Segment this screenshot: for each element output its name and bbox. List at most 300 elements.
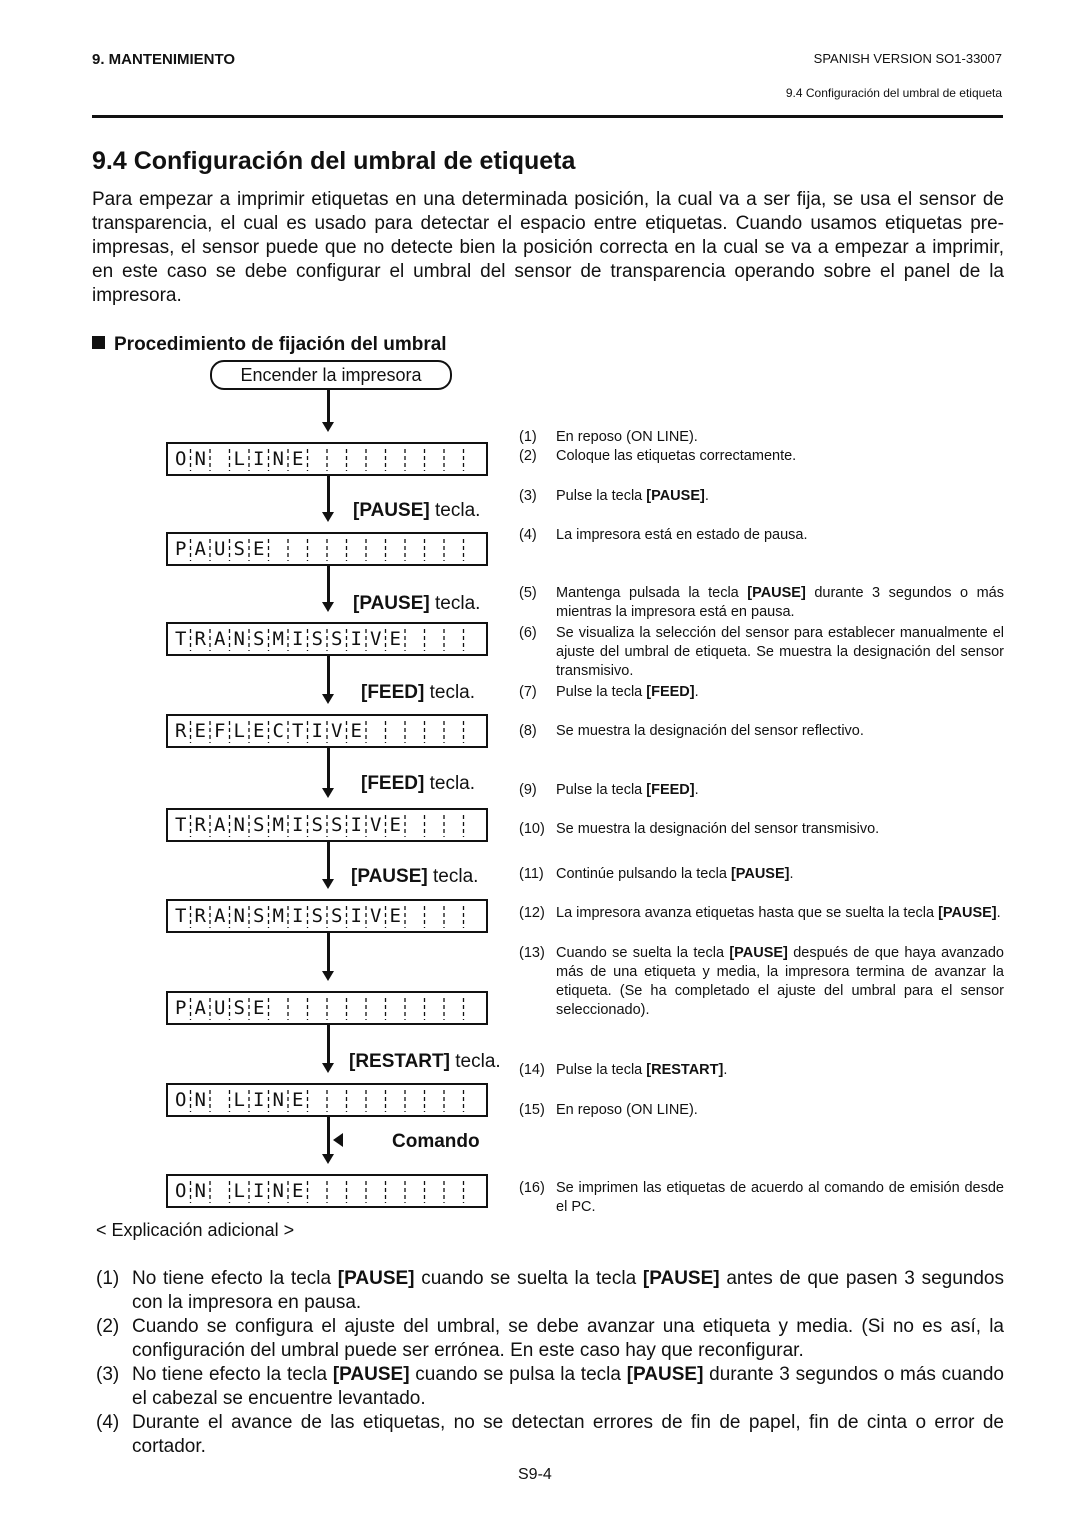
lcd-char — [366, 1176, 386, 1206]
step-key: [FEED] — [646, 684, 695, 700]
lcd-char: N — [194, 1089, 206, 1111]
lcd-text — [171, 810, 483, 840]
lcd-display — [166, 899, 488, 933]
lcd-text — [171, 901, 483, 931]
step-item — [519, 1179, 1004, 1217]
flow-connector-line — [327, 656, 330, 696]
step-text-part: Pulse la tecla — [556, 488, 647, 504]
lcd-char: I — [253, 1180, 265, 1202]
square-bullet-icon — [92, 336, 105, 349]
lcd-char: E — [292, 1180, 304, 1202]
step-key: [FEED] — [646, 782, 695, 798]
key-word: tecla. — [429, 500, 481, 521]
lcd-text — [171, 624, 483, 654]
step-text-part: . — [723, 1062, 728, 1078]
lcd-char — [386, 534, 406, 564]
lcd-char: I — [292, 905, 304, 927]
lcd-char — [464, 534, 484, 564]
step-number: (8) — [519, 723, 537, 739]
lcd-text — [171, 716, 483, 746]
lcd-char: T — [175, 814, 187, 836]
lcd-char: S — [331, 905, 343, 927]
lcd-char — [444, 444, 464, 474]
flow-connector-line — [327, 388, 330, 424]
command-label: Comando — [392, 1131, 480, 1152]
lcd-char — [444, 901, 464, 931]
flow-connector-line — [327, 933, 330, 973]
lcd-char: E — [253, 538, 265, 560]
lcd-char: A — [214, 814, 226, 836]
page-title: 9.4 Configuración del umbral de etiqueta — [92, 147, 576, 175]
lcd-char — [308, 1176, 328, 1206]
lcd-char — [464, 716, 484, 746]
lcd-char: S — [253, 814, 265, 836]
lcd-char — [366, 534, 386, 564]
step-number: (1) — [519, 429, 537, 445]
lcd-display — [166, 1083, 488, 1117]
lcd-char: N — [233, 905, 245, 927]
key-name: [RESTART] — [349, 1051, 450, 1072]
start-step-pill: Encender la impresora — [210, 360, 452, 390]
lcd-char: A — [214, 628, 226, 650]
step-text — [556, 781, 1004, 800]
lcd-char: C — [272, 720, 284, 742]
lcd-char — [405, 534, 425, 564]
lcd-char: V — [331, 720, 343, 742]
note-key: [PAUSE] — [332, 1364, 410, 1385]
step-text: La impresora está en estado de pausa. — [556, 527, 808, 543]
lcd-char: I — [292, 628, 304, 650]
lcd-char: N — [272, 1089, 284, 1111]
step-text — [556, 944, 1004, 1020]
step-number: (12) — [519, 905, 545, 921]
flow-connector-line — [327, 1117, 330, 1156]
lcd-char: O — [175, 1089, 187, 1111]
lcd-char — [327, 534, 347, 564]
lcd-char — [464, 810, 484, 840]
lcd-display — [166, 532, 488, 566]
lcd-char: P — [175, 538, 187, 560]
lcd-char — [425, 534, 445, 564]
lcd-char: R — [175, 720, 187, 742]
note-item — [96, 1315, 1004, 1363]
lcd-char: M — [272, 905, 284, 927]
lcd-char — [405, 716, 425, 746]
subsection-label: 9.4 Configuración del umbral de etiqueta — [785, 86, 1002, 100]
lcd-char: S — [253, 628, 265, 650]
key-word: tecla. — [429, 593, 481, 614]
step-number: (16) — [519, 1180, 545, 1196]
lcd-char — [269, 993, 289, 1023]
step-key: [PAUSE] — [938, 905, 997, 921]
step-text-part: Continúe pulsando la tecla — [556, 866, 731, 882]
lcd-char — [425, 810, 445, 840]
step-number: (15) — [519, 1102, 545, 1118]
lcd-char — [444, 624, 464, 654]
key-word: tecla. — [427, 866, 479, 887]
lcd-char: V — [370, 814, 382, 836]
lcd-char: S — [331, 814, 343, 836]
step-number: (14) — [519, 1062, 545, 1078]
lcd-text — [171, 1176, 483, 1206]
flow-connector-line — [327, 842, 330, 881]
step-item — [519, 624, 1004, 681]
lcd-char: A — [194, 997, 206, 1019]
lcd-char — [444, 1085, 464, 1115]
arrow-down-icon — [322, 971, 334, 981]
lcd-char: T — [175, 628, 187, 650]
lcd-char: S — [233, 997, 245, 1019]
lcd-char: I — [350, 628, 362, 650]
note-text-part: Cuando se configura el ajuste del umbral, se debe avanzar una etiqueta y media. (Si no es así, la configuración del umbral puede ser errónea. En este caso hay que reconfigurar. — [132, 1316, 1004, 1361]
note-text-part: No tiene efecto la tecla — [132, 1364, 333, 1385]
lcd-char — [444, 716, 464, 746]
step-item — [519, 487, 1004, 506]
flow-connector-line — [327, 748, 330, 790]
command-arrow-icon — [333, 1133, 343, 1147]
lcd-char: U — [214, 538, 226, 560]
lcd-display — [166, 442, 488, 476]
flow-connector-line — [327, 566, 330, 604]
procedure-heading-text: Procedimiento de fijación del umbral — [114, 334, 447, 355]
step-key: [RESTART] — [646, 1062, 724, 1078]
arrow-down-icon — [322, 879, 334, 889]
lcd-char — [405, 444, 425, 474]
lcd-char: V — [370, 628, 382, 650]
lcd-char: N — [272, 448, 284, 470]
lcd-char: I — [350, 814, 362, 836]
lcd-char — [308, 444, 328, 474]
key-press-label — [361, 682, 475, 704]
lcd-char: L — [233, 720, 245, 742]
lcd-char — [464, 444, 484, 474]
lcd-char — [444, 993, 464, 1023]
step-text-part: después de que haya avanzado más de una etiqueta y media, la impresora termina de avanzar la etiqueta. (Se ha completado el ajuste del umbral para el sensor seleccionado). — [556, 945, 1004, 1018]
note-text-part: cuando se suelta la tecla — [414, 1268, 643, 1289]
lcd-char — [464, 901, 484, 931]
key-name: [FEED] — [361, 682, 425, 703]
arrow-down-icon — [322, 694, 334, 704]
lcd-display — [166, 808, 488, 842]
intro-paragraph: Para empezar a imprimir etiquetas en una determinada posición, la cual va a ser fija, se usa el sensor de transparencia, el cual es usado para detectar el espacio entre etiquetas. Cuando usamos etiquetas pre-impresas, el sensor puede que no detecte bien la posición correcta en la cual se va a empezar a imprimir, en este caso se debe configurar el umbral del sensor de transparencia operando sobre el panel de la impresora. — [92, 189, 1004, 306]
lcd-char: F — [214, 720, 226, 742]
lcd-char — [308, 993, 328, 1023]
lcd-char: V — [370, 905, 382, 927]
note-text-part: cuando se pulsa la tecla — [409, 1364, 627, 1385]
lcd-char: M — [272, 814, 284, 836]
step-item — [519, 944, 1004, 1020]
step-item — [519, 584, 1004, 622]
note-text — [132, 1315, 1004, 1363]
lcd-char: S — [311, 905, 323, 927]
lcd-char: P — [175, 997, 187, 1019]
lcd-char: S — [311, 814, 323, 836]
lcd-char — [210, 1085, 230, 1115]
key-press-label — [351, 866, 478, 888]
lcd-char — [386, 444, 406, 474]
step-text-part: Mantenga pulsada la tecla — [556, 585, 748, 601]
step-item — [519, 447, 1004, 466]
flow-connector-line — [327, 476, 330, 514]
step-text-part: durante 3 segundos o más mientras la impresora está en pausa. — [556, 585, 1004, 620]
lcd-char: U — [214, 997, 226, 1019]
additional-explanation-heading: < Explicación adicional > — [96, 1220, 295, 1240]
note-text — [132, 1267, 1004, 1315]
lcd-char: T — [175, 905, 187, 927]
lcd-char: N — [272, 1180, 284, 1202]
procedure-heading — [92, 334, 447, 356]
lcd-display — [166, 714, 488, 748]
step-text-part: Pulse la tecla — [556, 1062, 647, 1078]
header-rule — [92, 115, 1003, 118]
lcd-char: N — [233, 814, 245, 836]
lcd-text — [171, 534, 483, 564]
arrow-down-icon — [322, 512, 334, 522]
note-text-part: No tiene efecto la tecla — [132, 1268, 338, 1289]
lcd-char — [425, 993, 445, 1023]
arrow-down-icon — [322, 1063, 334, 1073]
lcd-char: I — [311, 720, 323, 742]
lcd-char — [386, 1085, 406, 1115]
step-item — [519, 428, 1004, 447]
lcd-char: S — [331, 628, 343, 650]
step-text-part: . — [694, 684, 699, 700]
arrow-down-icon — [322, 788, 334, 798]
lcd-char — [405, 901, 425, 931]
step-text — [556, 683, 1004, 702]
step-text-part: Cuando se suelta la tecla — [556, 945, 730, 961]
lcd-char — [327, 1176, 347, 1206]
step-key: [PAUSE] — [646, 488, 705, 504]
arrow-down-icon — [322, 602, 334, 612]
lcd-char: E — [194, 720, 206, 742]
key-word: tecla. — [424, 773, 476, 794]
lcd-char: O — [175, 448, 187, 470]
lcd-char — [347, 1085, 367, 1115]
step-text-part: . — [996, 905, 1001, 921]
note-key: [PAUSE] — [626, 1364, 704, 1385]
lcd-char — [347, 444, 367, 474]
step-number: (5) — [519, 585, 537, 601]
lcd-char: O — [175, 1180, 187, 1202]
key-press-label — [361, 773, 475, 795]
lcd-char — [405, 993, 425, 1023]
lcd-char — [464, 1176, 484, 1206]
step-text: En reposo (ON LINE). — [556, 1102, 698, 1118]
lcd-char — [327, 444, 347, 474]
lcd-char: L — [233, 1180, 245, 1202]
lcd-char — [444, 534, 464, 564]
lcd-char: L — [233, 448, 245, 470]
step-text — [556, 865, 1004, 884]
lcd-char — [464, 993, 484, 1023]
key-press-label — [349, 1051, 501, 1073]
lcd-char — [308, 534, 328, 564]
lcd-char: L — [233, 1089, 245, 1111]
note-item — [96, 1411, 1004, 1459]
note-key: [PAUSE] — [642, 1268, 720, 1289]
step-number: (2) — [519, 448, 537, 464]
step-key: [PAUSE] — [747, 585, 806, 601]
step-text: Se muestra la designación del sensor transmisivo. — [556, 821, 880, 837]
lcd-char: E — [253, 997, 265, 1019]
lcd-char — [308, 1085, 328, 1115]
lcd-char — [366, 716, 386, 746]
lcd-char: S — [311, 628, 323, 650]
step-key: [PAUSE] — [729, 945, 788, 961]
lcd-char — [327, 1085, 347, 1115]
lcd-char — [444, 1176, 464, 1206]
lcd-char: R — [194, 905, 206, 927]
lcd-char — [464, 1085, 484, 1115]
step-text-part: Pulse la tecla — [556, 684, 647, 700]
version-label: SPANISH VERSION SO1-33007 — [813, 51, 1002, 66]
key-name: [FEED] — [361, 773, 425, 794]
lcd-char: E — [389, 814, 401, 836]
lcd-display — [166, 1174, 488, 1208]
lcd-char — [444, 810, 464, 840]
step-text — [556, 1061, 1004, 1080]
lcd-char: S — [233, 538, 245, 560]
note-text-part: antes de que pasen 3 segundos con la impresora en pausa. — [132, 1268, 1004, 1313]
step-item — [519, 1061, 1004, 1080]
step-number: (9) — [519, 782, 537, 798]
step-key: [PAUSE] — [730, 866, 790, 882]
lcd-char — [288, 534, 308, 564]
note-number: (4) — [96, 1412, 120, 1433]
lcd-char: M — [272, 628, 284, 650]
lcd-char — [425, 444, 445, 474]
key-press-label — [353, 500, 480, 522]
note-text — [132, 1363, 1004, 1411]
lcd-char: N — [194, 1180, 206, 1202]
lcd-text — [171, 1085, 483, 1115]
lcd-char: E — [292, 448, 304, 470]
note-item — [96, 1267, 1004, 1315]
step-number: (6) — [519, 625, 537, 641]
lcd-char: T — [292, 720, 304, 742]
lcd-char — [366, 1085, 386, 1115]
lcd-char: E — [292, 1089, 304, 1111]
lcd-display — [166, 622, 488, 656]
lcd-text — [171, 444, 483, 474]
step-text — [556, 904, 1004, 923]
note-number: (1) — [96, 1268, 120, 1289]
key-name: [PAUSE] — [353, 500, 430, 521]
lcd-char — [425, 716, 445, 746]
step-number: (10) — [519, 821, 545, 837]
lcd-char — [405, 1176, 425, 1206]
lcd-char: S — [253, 905, 265, 927]
lcd-char: A — [214, 905, 226, 927]
note-key: [PAUSE] — [337, 1268, 415, 1289]
lcd-char: E — [389, 905, 401, 927]
step-text-part: . — [704, 488, 709, 504]
lcd-char: R — [194, 628, 206, 650]
lcd-char — [425, 624, 445, 654]
lcd-char: I — [350, 905, 362, 927]
lcd-display — [166, 991, 488, 1025]
lcd-char: E — [253, 720, 265, 742]
lcd-char — [366, 993, 386, 1023]
step-text: Coloque las etiquetas correctamente. — [556, 448, 797, 464]
lcd-char — [210, 444, 230, 474]
lcd-char: A — [194, 538, 206, 560]
step-number: (4) — [519, 527, 537, 543]
lcd-char: N — [233, 628, 245, 650]
lcd-char: I — [253, 1089, 265, 1111]
step-item — [519, 781, 1004, 800]
step-item — [519, 722, 1004, 741]
step-item — [519, 526, 1004, 545]
step-text: Se visualiza la selección del sensor para establecer manualmente el ajuste del umbral de etiqueta. Se muestra la designación del sensor transmisivo. — [556, 625, 1004, 679]
key-name: [PAUSE] — [353, 593, 430, 614]
note-text-part: Durante el avance de las etiquetas, no se detectan errores de fin de papel, fin de cinta o error de cortador. — [132, 1412, 1004, 1457]
lcd-char — [269, 534, 289, 564]
lcd-char — [327, 993, 347, 1023]
lcd-char — [386, 1176, 406, 1206]
lcd-char: N — [194, 448, 206, 470]
arrow-down-icon — [322, 422, 334, 432]
step-text: Se imprimen las etiquetas de acuerdo al comando de emisión desde el PC. — [556, 1180, 1004, 1215]
step-item — [519, 904, 1004, 923]
step-item — [519, 820, 1004, 839]
lcd-char — [288, 993, 308, 1023]
note-text-part: durante 3 segundos o más cuando el cabezal se encuentre levantado. — [132, 1364, 1004, 1409]
section-header: 9. MANTENIMIENTO — [92, 51, 236, 68]
arrow-down-icon — [322, 1154, 334, 1164]
step-text-part: . — [789, 866, 794, 882]
note-text — [132, 1411, 1004, 1459]
lcd-text — [171, 993, 483, 1023]
step-text-part: La impresora avanza etiquetas hasta que se suelta la tecla — [556, 905, 939, 921]
lcd-char: E — [350, 720, 362, 742]
step-text-part: . — [694, 782, 699, 798]
lcd-char — [347, 534, 367, 564]
lcd-char — [366, 444, 386, 474]
lcd-char: I — [292, 814, 304, 836]
note-number: (2) — [96, 1316, 120, 1337]
step-number: (7) — [519, 684, 537, 700]
page-number: S9-4 — [518, 1466, 552, 1483]
step-item — [519, 683, 1004, 702]
lcd-char — [425, 901, 445, 931]
step-item — [519, 865, 1004, 884]
lcd-char — [347, 993, 367, 1023]
step-number: (3) — [519, 488, 537, 504]
lcd-char — [386, 993, 406, 1023]
key-word: tecla. — [449, 1051, 501, 1072]
note-number: (3) — [96, 1364, 120, 1385]
lcd-char — [347, 1176, 367, 1206]
step-text — [556, 584, 1004, 622]
lcd-char — [464, 624, 484, 654]
lcd-char — [386, 716, 406, 746]
lcd-char: R — [194, 814, 206, 836]
lcd-char — [425, 1176, 445, 1206]
step-text: Se muestra la designación del sensor reflectivo. — [556, 723, 864, 739]
lcd-char — [210, 1176, 230, 1206]
key-name: [PAUSE] — [351, 866, 428, 887]
lcd-char — [405, 624, 425, 654]
step-text-part: Pulse la tecla — [556, 782, 647, 798]
step-number: (11) — [519, 866, 544, 882]
step-text — [556, 487, 1004, 506]
step-number: (13) — [519, 945, 545, 961]
step-text: En reposo (ON LINE). — [556, 429, 698, 445]
step-item — [519, 1101, 1004, 1120]
flow-connector-line — [327, 1025, 330, 1065]
